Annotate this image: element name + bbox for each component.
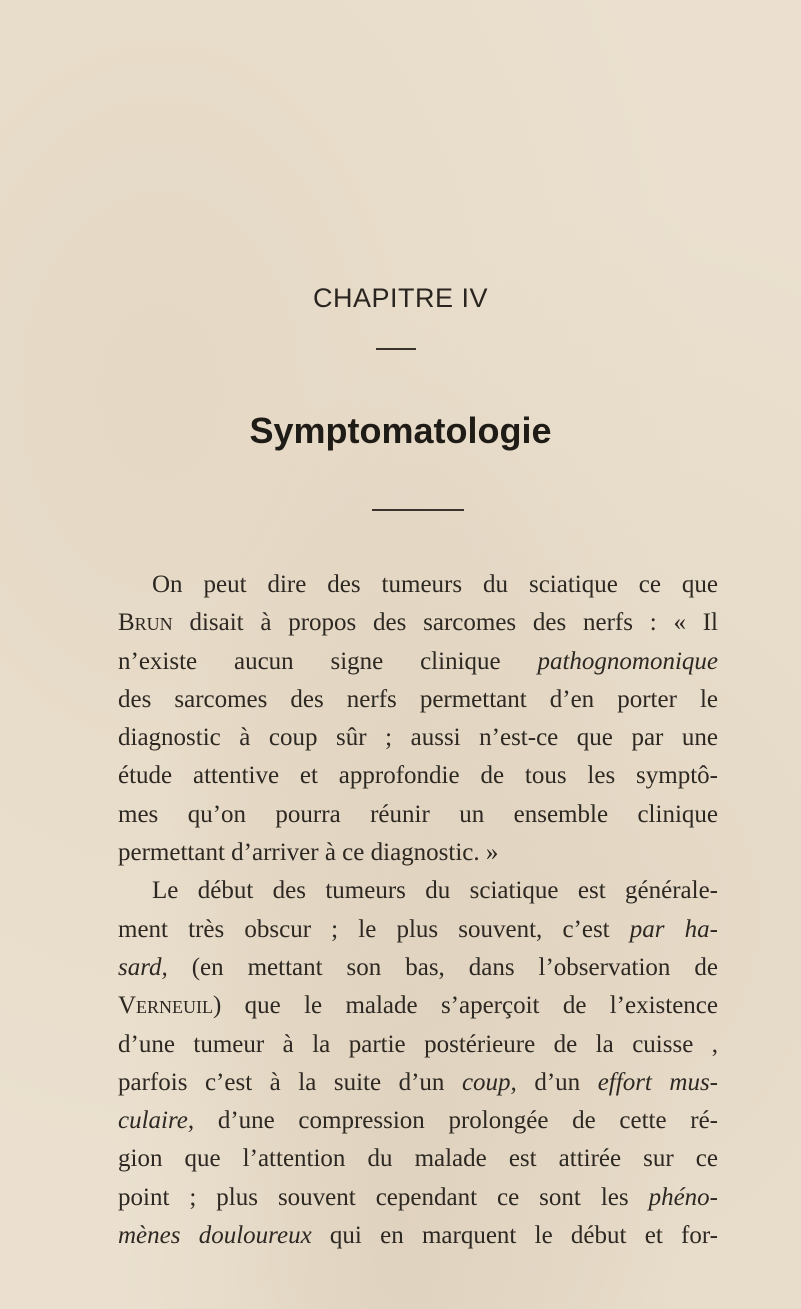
text-span: étude attentive et approfondie de tous les symptô- (118, 762, 718, 790)
text-span: diagnostic à coup sûr ; aussi n’est-ce que par une (118, 724, 718, 752)
text-line (118, 719, 718, 757)
chapter-heading: CHAPITRE IV (312, 283, 489, 313)
author-name-verneuil: Verneuil (118, 992, 214, 1020)
chapter-title: Symptomatologie (249, 410, 552, 451)
long-divider-rule (372, 509, 464, 511)
italic-term: mènes douloureux (118, 1222, 312, 1250)
text-line (118, 1217, 718, 1255)
text-line (118, 757, 718, 795)
text-span: disait à propos des sarcomes des nerfs : « Il (172, 609, 718, 637)
text-line (118, 1026, 718, 1064)
italic-term: effort mus- (597, 1068, 719, 1096)
text-span: mes qu’on pourra réunir un ensemble clinique (118, 800, 718, 828)
text-span: permettant d’arriver à ce diagnostic. » (118, 839, 499, 867)
text-line (118, 1179, 718, 1217)
text-span: On peut dire des tumeurs du sciatique ce que (152, 571, 718, 598)
text-line (118, 987, 718, 1025)
text-line (118, 1064, 718, 1102)
italic-term: culaire, (118, 1107, 195, 1135)
text-span: (en mettant son bas, dans l’observation de (167, 953, 718, 981)
italic-term: sard, (118, 953, 168, 981)
text-line (118, 834, 718, 872)
text-span: Le début des tumeurs du sciatique est générale- (152, 877, 718, 905)
text-line (118, 681, 718, 719)
text-span: qui en marquent le début et for- (311, 1222, 718, 1250)
body-paragraphs (118, 566, 718, 1255)
text-span: gion que l’attention du malade est attirée sur ce (118, 1145, 718, 1173)
short-divider-rule (376, 348, 416, 350)
text-line (118, 604, 718, 642)
text-span: d’une tumeur à la partie postérieure de la cuisse , (118, 1030, 718, 1058)
italic-term: coup, (461, 1068, 517, 1096)
text-line (118, 643, 718, 681)
text-line (118, 566, 718, 604)
author-name-brun: Brun (118, 609, 173, 637)
text-line (118, 796, 718, 834)
text-span: parfois c’est à la suite d’un (118, 1068, 462, 1096)
text-line (118, 1140, 718, 1178)
italic-term: pathognomonique (537, 647, 718, 675)
text-span: d’un (516, 1068, 598, 1096)
text-span: des sarcomes des nerfs permettant d’en porter le (118, 685, 718, 713)
text-line (118, 1102, 718, 1140)
italic-term: phéno- (648, 1183, 718, 1211)
text-line (118, 911, 718, 949)
text-span: point ; plus souvent cependant ce sont les (118, 1183, 649, 1211)
text-line (118, 872, 718, 910)
italic-term: par ha- (629, 915, 718, 943)
text-line (118, 949, 718, 987)
text-span: ) que le malade s’aperçoit de l’existence (213, 992, 718, 1020)
text-span: d’une compression prolongée de cette ré- (194, 1107, 718, 1135)
text-span: ment très obscur ; le plus souvent, c’est (118, 915, 630, 943)
text-span: n’existe aucun signe clinique (118, 647, 538, 675)
